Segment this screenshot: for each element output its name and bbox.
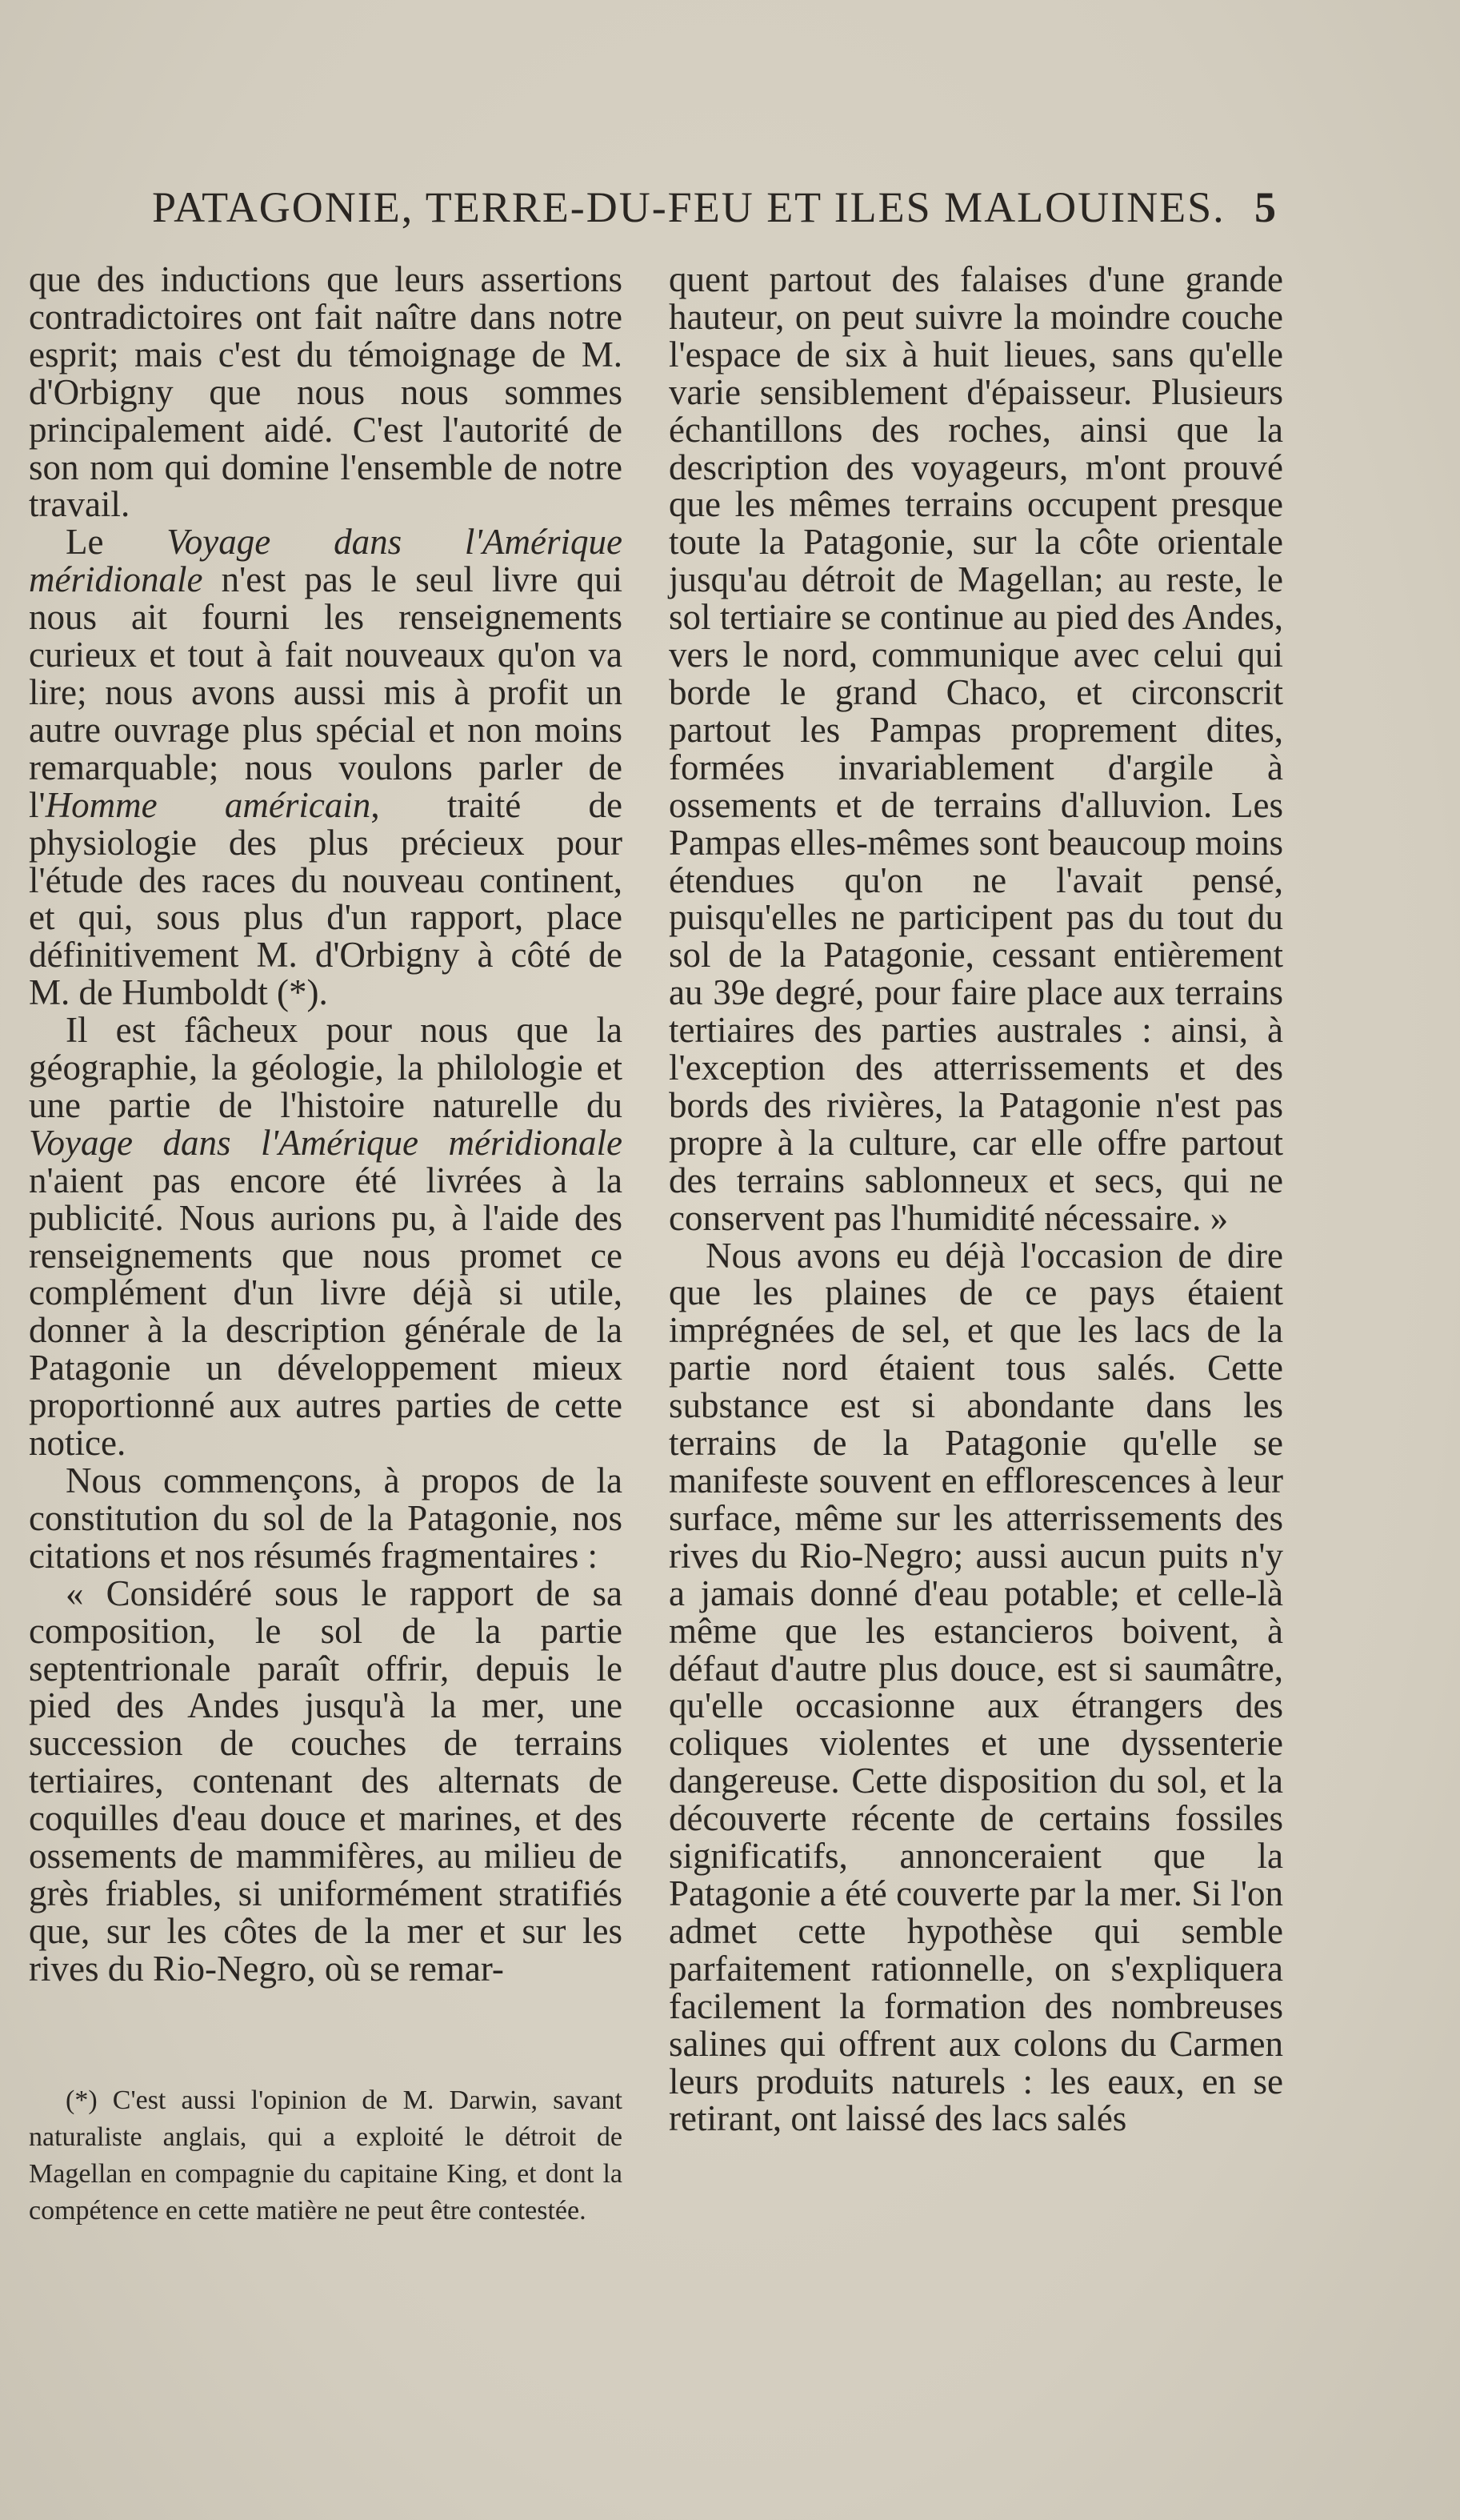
text-run: n'est pas le seul livre qui nous ait fourni les renseignements curieux et tout à fait nouveaux qu'on va lire; nous avons aussi mis à profit un autre ouvrage plus spécial et non moins remarquable; nous voulons parler de l' <box>29 559 622 825</box>
paragraph <box>29 1012 622 1462</box>
footnote-text: (*) C'est aussi l'opinion de M. Darwin, savant naturaliste anglais, qui a exploité le détroit de Magellan en compagnie du capitaine King, et dont la compétence en cette matière ne peut être contestée. <box>29 2085 622 2226</box>
paragraph: « Considéré sous le rapport de sa composition, le sol de la partie septentrionale paraît offrir, depuis le pied des Andes jusqu'à la mer, une succession de couches de terrains tertiaires, contenant des alternats de coquilles d'eau douce et marines, et des ossements de mammifères, au milieu de grès friables, si uniformément stratifiés que, sur les côtes de la mer et sur les rives du Rio-Negro, où se remar- <box>29 1572 622 1989</box>
page-number: 5 <box>1254 183 1276 231</box>
page-header <box>0 182 1460 246</box>
paragraph: que des inductions que leurs assertions contradictoires ont fait naître dans notre esprit; mais c'est du témoignage de M. d'Orbigny que nous nous sommes principalement aidé. C'est l'autorité de son nom qui domine l'ensemble de notre travail. <box>29 259 622 525</box>
paragraph: Nous avons eu déjà l'occasion de dire que les plaines de ce pays étaient imprégnées de sel, et que les lacs de la partie nord étaient tous salés. Cette substance est si abondante dans les terrains de la Patagonie qu'elle se manifeste souvent en efflorescences à leur surface, même sur les atterrissements des rives du Rio-Negro; aussi aucun puits n'y a jamais donné d'eau potable; et celle-là même que les estancieros boivent, à défaut d'autre plus douce, est si saumâtre, qu'elle occasionne aux étrangers des coliques violentes et une dyssenterie dangereuse. Cette disposition du sol, et la découverte récente de certains fossiles significatifs, annonceraient que la Patagonie a été couverte par la mer. Si l'on admet cette hypothèse qui semble parfaitement rationnelle, on s'expliquera facilement la formation des nombreuses salines qui offrent aux colons du Carmen leurs produits naturels : les eaux, en se retirant, ont laissé des lacs salés <box>669 1235 1283 2139</box>
paragraph <box>29 523 622 1012</box>
text-run: Le <box>66 522 167 563</box>
text-run: n'aient pas encore été livrées à la publicité. Nous aurions pu, à l'aide des renseignements que nous promet ce complément d'un livre déjà si utile, donner à la description générale de la Patagonie un développement mieux proportionné aux autres parties de cette notice. <box>29 1160 622 1464</box>
paragraph: quent partout des falaises d'une grande hauteur, on peut suivre la moindre couche l'espace de six à huit lieues, sans qu'elle varie sensiblement d'épaisseur. Plusieurs échantillons des roches, ainsi que la description des voyageurs, m'ont prouvé que les mêmes terrains occupent presque toute la Patagonie, sur la côte orientale jusqu'au détroit de Magellan; au reste, le sol tertiaire se continue au pied des Andes, vers le nord, communique avec celui qui borde le grand Chaco, et circonscrit partout les Pampas proprement dites, formées invariablement d'argile à ossements et de terrains d'alluvion. Les Pampas elles-mêmes sont beaucoup moins étendues qu'on ne l'avait pensé, puisqu'elles ne participent pas du tout du sol de la Patagonie, cessant entièrement au 39e degré, pour faire place aux terrains tertiaires des parties australes : ainsi, à l'exception des atterrissements et des bords des rivières, la Patagonie n'est pas propre à la culture, car elle offre partout des terrains sablonneux et secs, qui ne conservent pas l'humidité nécessaire. » <box>669 259 1283 1238</box>
paragraph: Nous commençons, à propos de la constitution du sol de la Patagonie, nos citations et nos résumés fragmentaires : <box>29 1460 622 1576</box>
text-run: Il est fâcheux pour nous que la géographie, la géologie, la philologie et une partie de l'histoire naturelle du <box>29 1010 622 1125</box>
book-title: Homme américain <box>45 784 371 825</box>
right-column <box>669 261 1283 2137</box>
running-title: PATAGONIE, TERRE-DU-FEU ET ILES MALOUINES. <box>152 183 1226 231</box>
footnote <box>29 2082 622 2230</box>
left-column <box>29 261 622 1988</box>
book-title: Voyage dans l'Amérique méridionale <box>29 522 622 600</box>
book-title: Voyage dans l'Amérique méridionale <box>29 1122 622 1163</box>
text-run: , traité de physiologie des plus précieux pour l'étude des races du nouveau continent, et qui, sous plus d'un rapport, place définitivement M. d'Orbigny à côté de M. de Humboldt (*). <box>29 784 622 1013</box>
